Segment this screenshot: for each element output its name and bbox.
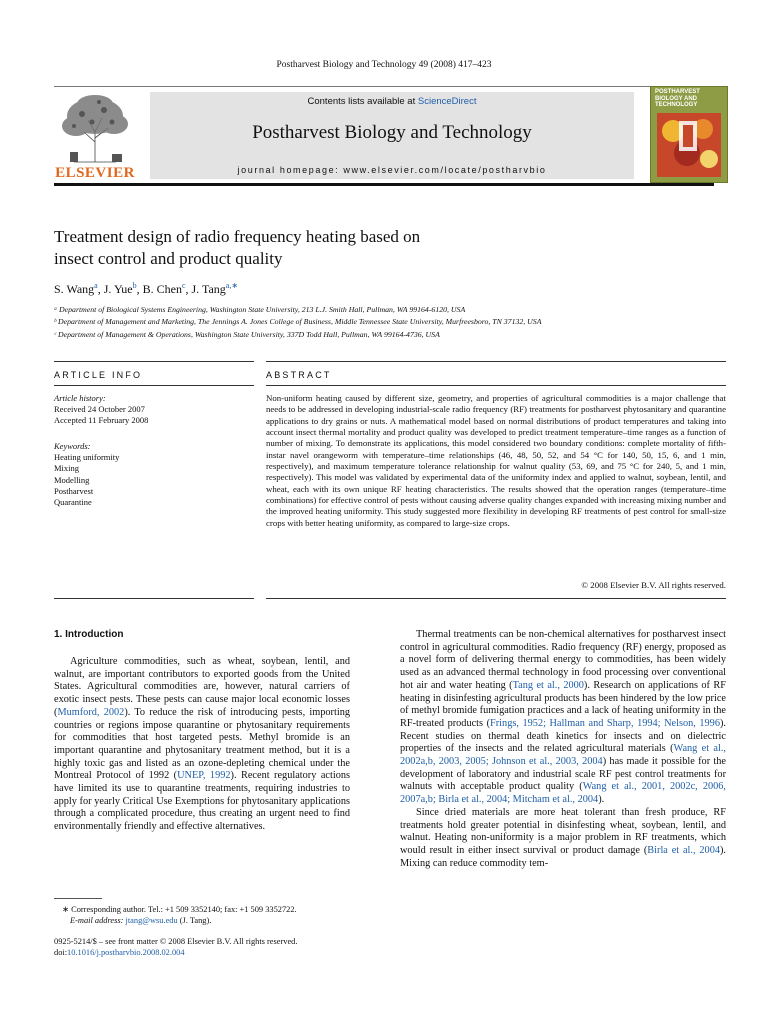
affiliation: ᶜ Department of Management & Operations, Washington State University, 337D Todd Hall, Pullman, WA 99164-4736, USA <box>54 329 440 339</box>
affiliation-mark[interactable]: a <box>94 281 98 290</box>
section-heading-introduction: 1. Introduction <box>54 629 124 640</box>
corresponding-author-note: ∗ Corresponding author. Tel.: +1 509 3352140; fax: +1 509 3352722. <box>62 905 297 914</box>
footnote-rule <box>54 898 102 899</box>
article-info-rule-bottom <box>54 598 254 599</box>
abstract-text: Non-uniform heating caused by different size, geometry, and properties of agricultural commodities is a major challenge that needs to be addressed in developing industrial-scale radio frequency (RF) treatments for postharvest phytosanitary and quarantine applications to dry grains or nuts. A mathematical model based on normal distributions of product temperatures and taking into account insect thermal mortality and product quality was developed to predict treatment temperature–time ranges as a function of number of mixing. To demonstrate its applications, this model considered two boundary conditions: complete mortality of fifth-instar navel orangeworm with temperature–time relationships (46, 48, 50, 52, and 54 °C for 140, 50, 15, 6, and 1 min, respectively), and maximum temperature tolerance relationship for walnut quality (53, 69, and 75 °C for 240, 5, and 1 min, respectively). This model was validated by experimental data of the uniformity index and applied to walnut, soybean, lentil, and wheat, each with its own unique RF heating characteristics. The results showed that the operation ranges (temperature–time combinations) for effective control of pests without causing adverse quality changes expanded with increasing mixing number and the improved heating uniformity. This study suggested more flexibility in developing RF treatments of pest control for small-size crops with better heating uniformity, as compared to large-size crops. <box>266 393 726 528</box>
citation-link[interactable]: Wang et al., 2002a,b, 2003, 2005; Johnson et al., 2003, 2004 <box>400 743 727 768</box>
abstract-rule-bottom <box>266 598 726 599</box>
journal-cover-thumbnail[interactable] <box>650 86 728 183</box>
doi-link[interactable]: 10.1016/j.postharvbio.2008.02.004 <box>67 948 185 958</box>
copyright-line: © 2008 Elsevier B.V. All rights reserved. <box>581 580 726 590</box>
intro-right-column <box>400 629 726 870</box>
contents-line: Contents lists available at ScienceDirect <box>307 96 477 107</box>
issn-line: 0925-5214/$ – see front matter © 2008 Elsevier B.V. All rights reserved. <box>54 937 298 946</box>
header-rule-top <box>54 86 714 87</box>
article-info-heading: ARTICLE INFO <box>54 370 143 380</box>
affiliation: ᵃ Department of Biological Systems Engineering, Washington State University, 213 L.J. Smith Hall, Pullman, WA 99164-6120, USA <box>54 305 466 314</box>
abstract-rule-mid <box>266 385 726 386</box>
keyword-list: Keywords: Heating uniformity Mixing Modelling Postharvest Quarantine <box>54 441 254 508</box>
affiliation-list <box>54 304 714 341</box>
author: J. Tang <box>191 282 226 296</box>
author: B. Chen <box>142 282 182 296</box>
keyword: Mixing <box>54 463 80 474</box>
cover-title: POSTHARVEST BIOLOGY AND TECHNOLOGY <box>655 89 700 108</box>
journal-title: Postharvest Biology and Technology <box>252 122 532 143</box>
email-note: E-mail address: jtang@wsu.edu (J. Tang). <box>70 916 212 926</box>
author: S. Wang <box>54 282 95 296</box>
elsevier-tree-icon <box>54 92 136 164</box>
elsevier-logo[interactable] <box>54 92 136 182</box>
affiliation-mark[interactable]: b <box>132 281 137 290</box>
affiliation-mark[interactable]: a,∗ <box>225 281 239 290</box>
header-rule-bottom <box>54 183 714 186</box>
sciencedirect-link[interactable]: ScienceDirect <box>417 96 477 107</box>
publisher-name: ELSEVIER <box>55 165 135 181</box>
author-list: S. Wang$^a$, J. Yue$^b$, B. Chen$^c$, J. Tang$^{a,∗}$ <box>54 281 239 296</box>
keyword: Heating uniformity <box>54 452 120 463</box>
footnote-block <box>54 904 364 926</box>
keyword: Quarantine <box>54 497 92 508</box>
abstract-rule-top <box>266 361 726 362</box>
email-link[interactable]: jtang@wsu.edu <box>125 916 178 926</box>
citation-link[interactable]: Birla et al., 2004 <box>647 844 720 856</box>
article-info-rule-top <box>54 361 254 362</box>
intro-left-column <box>54 656 350 834</box>
journal-reference: Postharvest Biology and Technology 49 (2008) 417–423 <box>276 60 492 70</box>
citation-link[interactable]: Wang et al., 2001, 2002c, 2006, 2007a,b; Birla et al., 2004; Mitcham et al., 2004 <box>400 781 726 806</box>
article-history: Article history: Received 24 October 2007 Accepted 11 February 2008 <box>54 393 149 426</box>
keyword: Modelling <box>54 474 90 485</box>
publication-info <box>54 936 454 958</box>
article-title: Treatment design of radio frequency heating based on insect control and product quality <box>54 227 421 268</box>
journal-homepage-link[interactable]: journal homepage: www.elsevier.com/locate/postharvbio <box>237 165 547 175</box>
abstract-heading: ABSTRACT <box>266 370 332 380</box>
citation-link[interactable]: UNEP, 1992 <box>177 770 231 782</box>
article-info-rule-mid <box>54 385 254 386</box>
affiliation-mark[interactable]: c <box>181 281 186 290</box>
doi-line: doi:10.1016/j.postharvbio.2008.02.004 <box>54 948 185 958</box>
affiliation: ᵇ Department of Management and Marketing, The Jennings A. Jones College of Business, Middle Tennessee State University, Murfreesboro, TN 37132, USA <box>54 317 542 327</box>
paragraph: Thermal treatments can be non-chemical alternatives for postharvest insect control in agricultural commodities. Radio frequency (RF) energy, proposed as a novel form of delivering thermal energy to commodities, has been widely used as an advanced thermal technology in food processing over conventional hot air and water heating (Tang et al., 2000). Research on applications of RF heating in disinfesting agricultural products has been hindered by the low price of methyl bromide fumigation practices and a lack of heating uniformity in the RF-treated products (Frings, 1952; Hallman and Sharp, 1994; Nelson, 1996). Recent studies on thermal death kinetics for insects and on dielectric properties of the insects and the related agricultural materials (Wang et al., 2002a,b, 2003, 2005; Johnson et al., 2003, 2004) has made it possible for the development of laboratory and industrial scale RF pest control treatments for walnuts with acceptable product quality (Wang et al., 2001, 2002c, 2006, 2007a,b; Birla et al., 2004; Mitcham et al., 2004). <box>400 629 727 806</box>
paragraph: Since dried materials are more heat tolerant than fresh produce, RF treatments hold greater potential in disinfesting wheat, soybean, lentil, and walnut. Heating non-uniformity is a major problem in RF treatments, which would result in either insect survival or product damage (Birla et al., 2004). Mixing can reduce commodity tem- <box>400 806 727 869</box>
citation-link[interactable]: Tang et al., 2000 <box>512 679 584 691</box>
journal-banner <box>150 92 634 179</box>
paragraph: Agriculture commodities, such as wheat, soybean, lentil, and walnut, are important contributors to exported goods from the United States. Agricultural commodities are, however, natural carriers of exotic insect pests. These pests can cause major local economic losses (Mumford, 2002). To reduce the risk of introducing pests, importing countries or regions impose quarantine or phytosanitary requirements for commodities that host targeted pests. Methyl bromide is an important quarantine and phytosanitary treatment method, but it is a highly toxic gas and listed as an ozone-depleting chemical under the Montreal Protocol of 1992 (UNEP, 1992). Recent regulatory actions have limited its use to quarantine treatments, requiring industries to apply for yearly Critical Use Exemptions for phytosanitary applications through a complicated procedure, thus creating an urgent need to find environmentally friendly and effective alternatives. <box>54 656 350 833</box>
author: J. Yue <box>103 282 133 296</box>
citation-link[interactable]: Mumford, 2002 <box>57 706 125 718</box>
keyword: Postharvest <box>54 485 94 496</box>
citation-link[interactable]: Frings, 1952; Hallman and Sharp, 1994; Nelson, 1996 <box>490 717 720 729</box>
